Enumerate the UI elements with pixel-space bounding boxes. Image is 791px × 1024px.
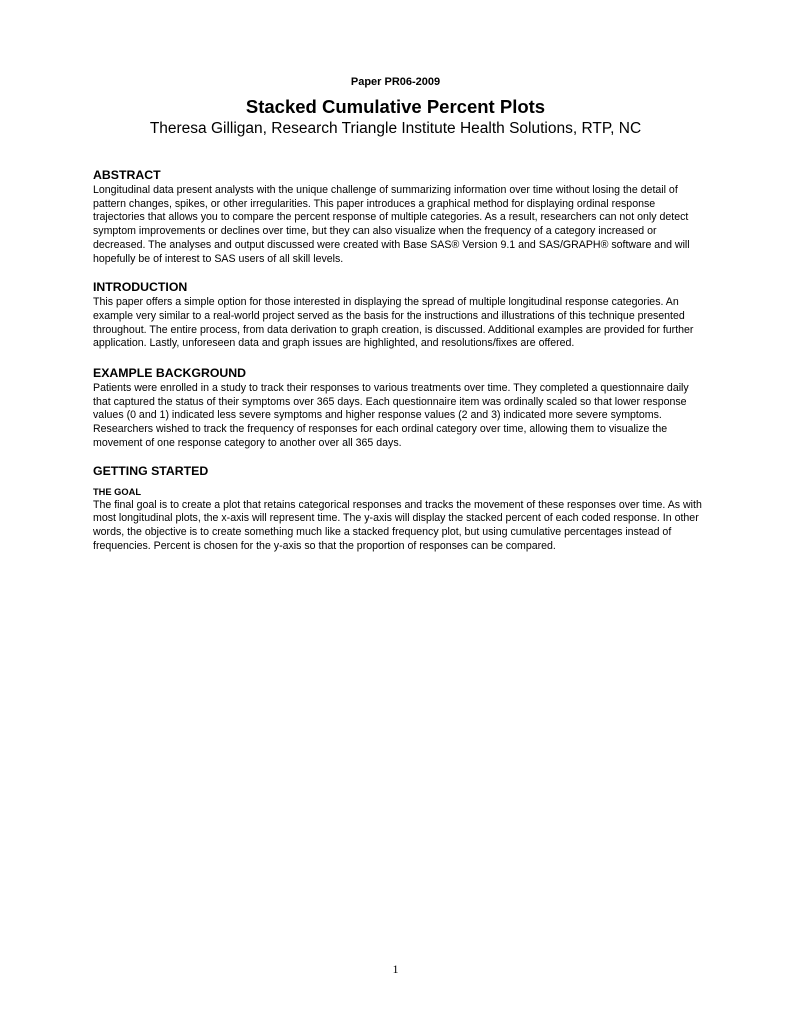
paper-title: Stacked Cumulative Percent Plots: [245, 96, 546, 117]
paper-body: [93, 168, 708, 553]
paper-id: Paper PR06-2009: [350, 76, 441, 88]
example-background-section: [93, 366, 708, 451]
abstract-heading: ABSTRACT: [93, 168, 161, 182]
getting-started-section: [93, 464, 708, 554]
abstract-section: [93, 168, 708, 266]
page-number: 1: [392, 962, 399, 976]
introduction-heading: INTRODUCTION: [93, 280, 188, 295]
paper-authors: Theresa Gilligan, Research Triangle Institute Health Solutions, RTP, NC: [149, 120, 642, 137]
introduction-text: This paper offers a simple option for those interested in displaying the spread of multiple longitudinal response categories. An example very similar to a real-world project served as the basis for the instructions and illustrations of this technique presented throughout. The entire process, from data derivation to graph creation, is discussed. Additional examples are provided for further application. Lastly, unforeseen data and graph issues are highlighted, and resolutions/fixes are offered.: [93, 296, 694, 350]
getting-started-heading: GETTING STARTED: [93, 463, 209, 478]
introduction-section: [93, 280, 708, 351]
the-goal-subheading: THE GOAL: [93, 486, 142, 497]
getting-started-text: The final goal is to create a plot that retains categorical responses and tracks the movement of these responses over time. As with most longitudinal plots, the x-axis will represent time. The y-axis will display the stacked percent of each coded response. In other words, the objective is to create something much like a stacked frequency plot, but using cumulative percentages instead of frequencies. Percent is chosen for the y-axis so that the proportion of responses can be compared.: [93, 498, 702, 552]
example-background-heading: EXAMPLE BACKGROUND: [93, 366, 247, 381]
abstract-text: Longitudinal data present analysts with the unique challenge of summarizing information over time without losing the detail of pattern changes, spikes, or other irregularities. This paper introduces a graphical method for displaying ordinal response trajectories that allows you to compare the percent response of multiple categories. As a result, researchers can not only detect symptom improvements or declines over time, but they can also visualize when the frequency of a category increased or decreased. The analyses and output discussed were created with Base SAS® Version 9.1 and SAS/GRAPH® software and will hopefully be of interest to SAS users of all skill levels.: [93, 184, 690, 265]
example-background-text: Patients were enrolled in a study to track their responses to various treatments over time. They completed a questionnaire daily that captured the status of their symptoms over 365 days. Each questionnaire item was ordinally scaled so that lower response values (0 and 1) indicated less severe symptoms and higher response values (2 and 3) indicated more severe symptoms. Researchers wished to track the frequency of responses for each ordinal category over time, allowing them to visualize the movement of one response category to another over all 365 days.: [93, 382, 689, 449]
